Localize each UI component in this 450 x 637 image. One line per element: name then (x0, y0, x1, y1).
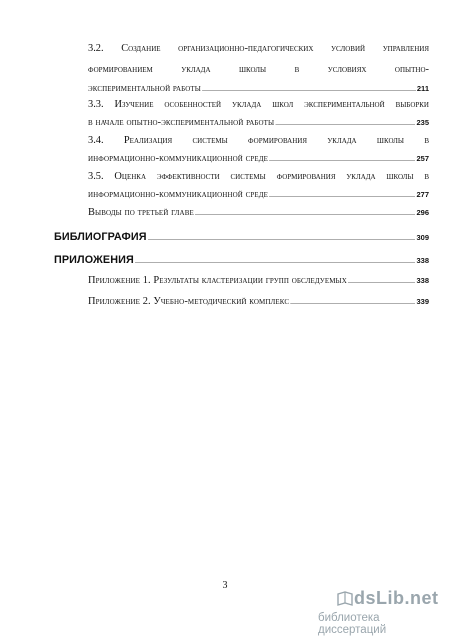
toc-entry-appendix-1-label: Приложение 1. Результаты кластеризации групп обследуемых (88, 275, 347, 286)
toc-entry-3-5[interactable] (88, 170, 429, 200)
toc-entry-3-3-line1: 3.3. Изучение особенностей уклада школ экспериментальной выборки (88, 99, 429, 110)
dot-leader (148, 236, 416, 242)
toc-entry-conclusions-page: 296 (416, 208, 429, 217)
toc-entry-appendix-1[interactable] (88, 275, 429, 286)
toc-entry-3-2-line1: 3.2. Создание организационно-педагогических условий управления (88, 43, 429, 54)
toc-entry-conclusions[interactable] (88, 207, 429, 218)
toc-entry-appendices[interactable] (54, 254, 429, 266)
book-icon (336, 590, 354, 608)
toc-entry-bibliography-page: 309 (416, 233, 429, 242)
toc-entry-3-5-line2: информационно-коммуникационной среде (88, 189, 269, 200)
toc-entry-appendices-page: 338 (416, 256, 429, 265)
toc-entry-bibliography[interactable] (54, 231, 429, 243)
toc-entry-3-3-line2: в начале опытно-экспериментальной работы (88, 117, 275, 128)
toc-entry-appendix-2[interactable] (88, 296, 429, 307)
watermark-logo: dsLib.net (354, 588, 439, 608)
toc-entry-appendix-2-label: Приложение 2. Учебно-методический комплекс (88, 296, 290, 307)
dot-leader (348, 279, 416, 285)
toc-entry-3-2[interactable] (88, 42, 429, 94)
toc-entry-3-5-page: 277 (416, 190, 429, 199)
toc-entry-3-4[interactable] (88, 134, 429, 164)
page-number: 3 (222, 580, 228, 591)
dot-leader (269, 193, 415, 199)
dot-leader (135, 259, 416, 265)
toc-entry-3-4-line1: 3.4. Реализация системы формирования уклада школы в (88, 135, 429, 146)
dot-leader (290, 300, 415, 306)
watermark (300, 588, 440, 636)
toc-entry-3-4-page: 257 (416, 154, 429, 163)
toc-entry-3-2-page: 211 (416, 84, 429, 93)
toc-entry-appendix-2-page: 339 (416, 297, 429, 306)
toc-entry-3-2-line2: формированием уклада школы в условиях опытно- (88, 64, 429, 75)
toc-entry-3-3-page: 235 (416, 118, 429, 127)
watermark-caption: библиотека диссертаций (318, 612, 387, 636)
dot-leader (269, 157, 415, 163)
toc-entry-appendix-1-page: 338 (416, 276, 429, 285)
toc-entry-3-3[interactable] (88, 98, 429, 128)
dot-leader (195, 211, 416, 217)
dot-leader (202, 87, 416, 93)
toc-entry-3-5-line1: 3.5. Оценка эффективности системы формирования уклада школы в (88, 171, 429, 182)
toc-entry-conclusions-label: Выводы по третьей главе (88, 207, 194, 218)
toc-entry-3-2-line3: экспериментальной работы (88, 83, 201, 94)
toc-entry-bibliography-label: БИБЛИОГРАФИЯ (54, 231, 147, 243)
toc-entry-appendices-label: ПРИЛОЖЕНИЯ (54, 254, 134, 266)
dot-leader (275, 121, 415, 127)
toc-entry-3-4-line2: информационно-коммуникационной среде (88, 153, 269, 164)
